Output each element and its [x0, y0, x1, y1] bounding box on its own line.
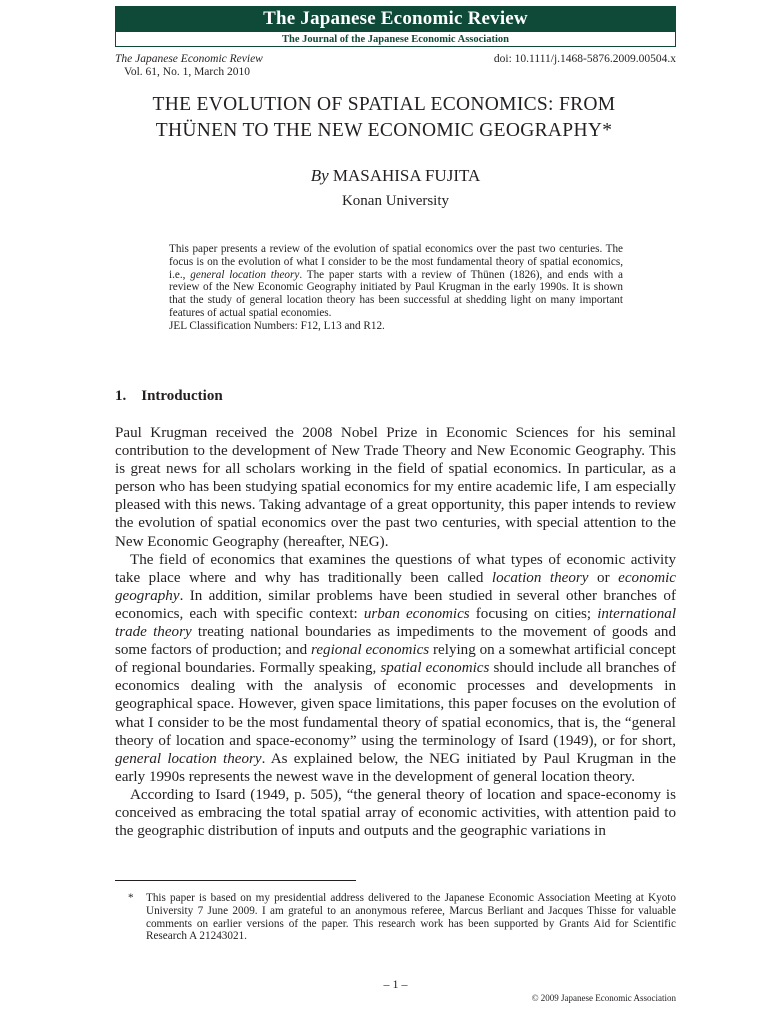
article-title — [100, 92, 668, 144]
footnote-mark: * — [128, 892, 134, 904]
footnote — [128, 892, 676, 943]
footnote-divider — [115, 880, 356, 881]
copyright-notice: © 2009 Japanese Economic Association — [531, 993, 676, 1003]
paragraph-3: According to Isard (1949, p. 505), “the general theory of location and space-economy is conceived as embracing the total spatial array of economic activities, with attention paid to the geographic distribution of inputs and outputs and the geographic variations in — [115, 786, 676, 840]
section-title: Introduction — [141, 388, 223, 404]
journal-subbanner-text: The Journal of the Japanese Economic Association — [282, 33, 509, 45]
footnote-text: This paper is based on my presidential address delivered to the Japanese Economic Association Meeting at Kyoto University 7 June 2009. I am grateful to an anonymous referee, Marcus Berliant and Jacques Thisse for valuable comments on earlier versions of the paper. This research work has been supported by Grants Aid for Scientific Research A 21243021. — [146, 892, 676, 943]
jel-classification: JEL Classification Numbers: F12, L13 and R12. — [169, 319, 385, 332]
article-title-line-2: THÜNEN TO THE NEW ECONOMIC GEOGRAPHY* — [155, 120, 613, 141]
doi: doi: 10.1111/j.1468-5876.2009.00504.x — [493, 53, 676, 65]
author-by: By — [310, 166, 329, 185]
journal-banner-title: The Japanese Economic Review — [263, 8, 528, 29]
abstract-text: This paper presents a review of the evolution of spatial economics over the past two centuries. The focus is on the evolution of what I consider to be the most fundamental theory of spatial economics, i.e., general location theory. The paper starts with a review of Thünen (1826), and ends with a review of the New Economic Geography initiated by Paul Krugman in the early 1990s. It is shown that the study of general location theory has been successful at shedding light on many important features of actual spatial economies. — [169, 243, 624, 319]
page-number: – 1 – — [383, 977, 408, 991]
journal-subbanner — [115, 32, 676, 47]
paragraph-2: The field of economics that examines the questions of what types of economic activity take place where and why has traditionally been called location theory or economic geography. In addition, similar problems have been studied in several other branches of economics, each with specific context: urban economics focusing on cities; international trade theory treating national boundaries as impediments to the movement of goods and some factors of production; and regional economics relying on a somewhat artificial concept of regional boundaries. Formally speaking, spatial economics should include all branches of economics dealing with the analysis of economic processes and developments in geographical space. However, given space limitations, this paper focuses on the evolution of what I consider to be the most fundamental theory of spatial economics, that is, the “general theory of location and space-economy” using the terminology of Isard (1949), or for short, general location theory. As explained below, the NEG initiated by Paul Krugman in the early 1990s represents the newest wave in the development of general location theory. — [115, 551, 677, 785]
journal-banner — [115, 6, 676, 32]
body-text — [115, 424, 676, 840]
section-number: 1. — [115, 388, 127, 404]
abstract — [169, 243, 623, 333]
paragraph-1: Paul Krugman received the 2008 Nobel Prize in Economic Sciences for his seminal contribution to the development of New Trade Theory and New Economic Geography. This is great news for all scholars working in the field of spatial economics. In particular, as a person who has been studying spatial economics for my entire academic life, I am especially pleased with this news. Taking advantage of a great opportunity, this paper intends to review the evolution of spatial economics over the past two centuries, with special attention to the New Economic Geography (hereafter, NEG). — [115, 425, 676, 550]
author-affiliation: Konan University — [341, 193, 450, 209]
journal-name: The Japanese Economic Review — [115, 53, 263, 65]
author-name: MASAHISA FUJITA — [332, 166, 481, 185]
author-line — [115, 166, 676, 186]
section-heading — [115, 388, 223, 405]
article-title-line-1: THE EVOLUTION OF SPATIAL ECONOMICS: FROM — [152, 94, 616, 115]
volume-line: Vol. 61, No. 1, March 2010 — [124, 66, 250, 78]
citation-info — [115, 53, 263, 79]
